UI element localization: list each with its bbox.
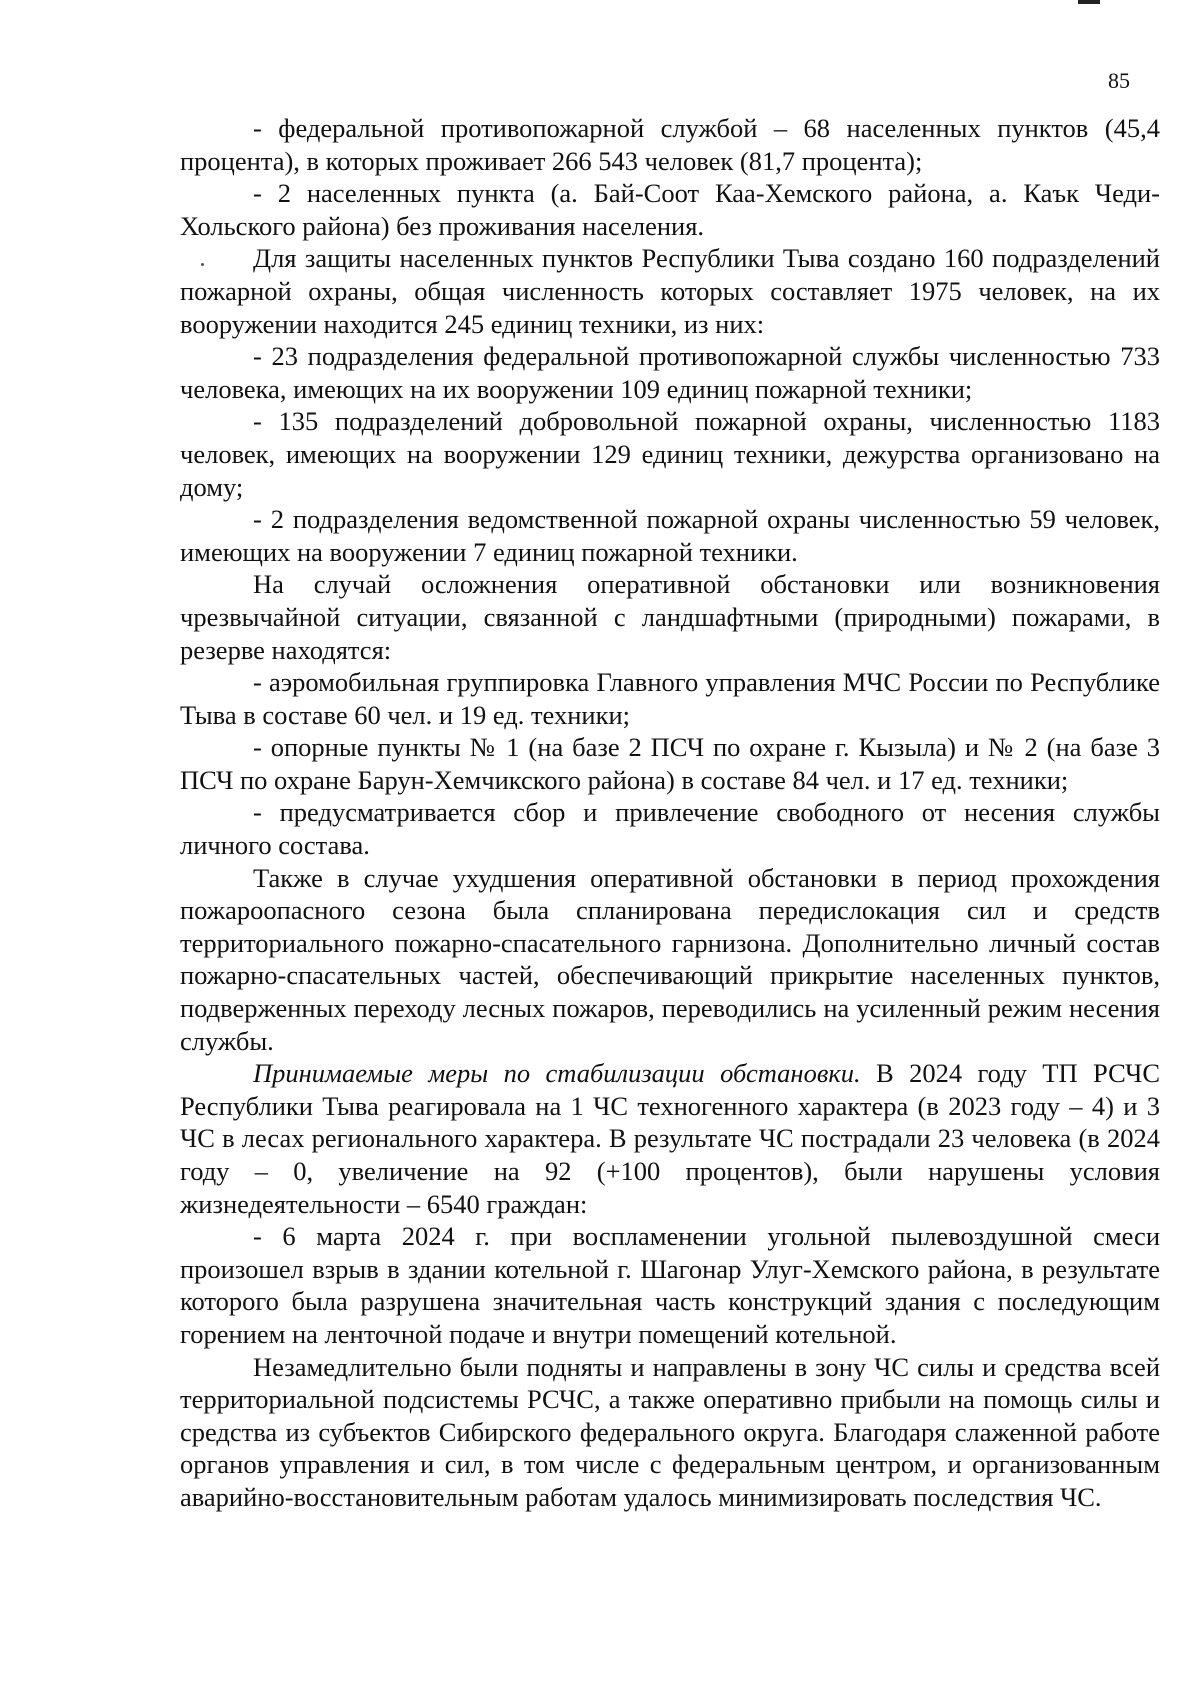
paragraph-departmental-units: - 2 подразделения ведомственной пожарной охраны численностью 59 человек, имеющих на вооружении 7 единиц пожарной техники. — [180, 504, 1160, 567]
paragraph-support-points: - опорные пункты № 1 (на базе 2 ПСЧ по охране г. Кызыла) и № 2 (на базе 3 ПСЧ по охране Барун-Хемчикского района) в составе 84 чел. и 17 ед. техники; — [180, 732, 1160, 795]
page-number: 85 — [1108, 68, 1130, 93]
document-body — [180, 112, 1160, 1514]
paragraph-stabilization-measures — [180, 1057, 1160, 1220]
paragraph-boiler-explosion: - 6 марта 2024 г. при воспламенении угольной пылевоздушной смеси произошел взрыв в здании котельной г. Шагонар Улуг-Хемского района, в результате которого была разрушена значительная часть конструкций здания с последующим горением на ленточной подаче и внутри помещений котельной. — [180, 1221, 1160, 1349]
stabilization-text: В 2024 году ТП РСЧС Республики Тыва реагировала на 1 ЧС техногенного характера (в 2023 году – 4) и 3 ЧС в лесах регионального характера. В результате ЧС пострадали 23 человека (в 2024 году – 0, увеличение на 92 (+100 процентов), были нарушены условия жизнедеятельности – 6540 граждан: — [180, 1058, 1161, 1219]
paragraph-airmobile-group: - аэромобильная группировка Главного управления МЧС России по Республике Тыва в составе 60 чел. и 19 ед. техники; — [180, 667, 1160, 730]
paragraph-reserve-intro: На случай осложнения оперативной обстановки или возникновения чрезвычайной ситуации, связанной с ландшафтными (природными) пожарами, в резерве находятся: — [180, 569, 1160, 665]
paragraph-uninhabited-settlements: - 2 населенных пункта (а. Бай-Соот Каа-Хемского района, а. Каък Чеди-Хольского района) без проживания населения. — [180, 178, 1160, 241]
scan-edge-mark — [1078, 0, 1100, 4]
paragraph-response-forces: Незамедлительно были подняты и направлены в зону ЧС силы и средства всей территориальной подсистемы РСЧС, а также оперативно прибыли на помощь силы и средства из субъектов Сибирского федерального округа. Благодаря слаженной работе органов управления и сил, в том числе с федеральным центром, и организованным аварийно-восстановительным работам удалось минимизировать последствия ЧС. — [180, 1351, 1160, 1512]
paragraph-volunteer-units: - 135 подразделений добровольной пожарной охраны, численностью 1183 человек, имеющих на вооружении 129 единиц техники, дежурства организовано на дому; — [180, 406, 1160, 502]
stabilization-heading: Принимаемые меры по стабилизации обстановки. — [253, 1058, 861, 1089]
paragraph-federal-service: - федеральной противопожарной службой – 68 населенных пунктов (45,4 процента), в которых проживает 266 543 человек (81,7 процента); — [180, 113, 1160, 176]
paragraph-federal-units: - 23 подразделения федеральной противопожарной службы численностью 733 человека, имеющих на их вооружении 109 единиц пожарной техники; — [180, 341, 1160, 404]
paragraph-off-duty-staff: - предусматривается сбор и привлечение свободного от несения службы личного состава. — [180, 797, 1160, 861]
paragraph-fire-units-overview: Для защиты населенных пунктов Республики Тыва создано 160 подразделений пожарной охраны, общая численность которых составляет 1975 человек, на их вооружении находится 245 единиц техники, из них: — [180, 243, 1160, 339]
paragraph-redeployment: Также в случае ухудшения оперативной обстановки в период прохождения пожароопасного сезона была спланирована передислокация сил и средств территориального пожарно-спасательного гарнизона. Дополнительно личный состав пожарно-спасательных частей, обеспечивающий прикрытие населенных пунктов, подверженных переходу лесных пожаров, переводились на усиленный режим несения службы. — [180, 862, 1160, 1056]
